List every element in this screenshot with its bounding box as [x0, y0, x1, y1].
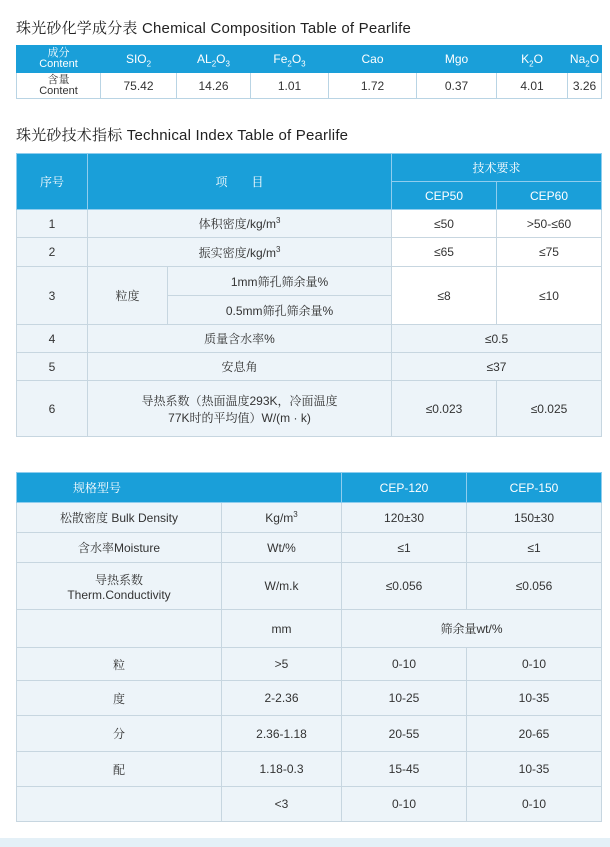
row-sub-0-5mm: 0.5mm筛孔筛余量%: [168, 296, 392, 325]
head-cep150: CEP-150: [467, 473, 602, 503]
spec-table: [16, 472, 602, 822]
sieve-cep120: 20-55: [342, 716, 467, 752]
technical-row-1: [17, 210, 602, 238]
row-cep60: >50-≤60: [497, 210, 602, 238]
head-no: 序号: [17, 154, 88, 210]
footer-band: [0, 838, 610, 847]
chemical-composition-table: [16, 45, 602, 99]
sieve-header-residue: 筛余量wt/%: [342, 610, 602, 648]
spec-cep150: 150±30: [467, 503, 602, 533]
row-no: 2: [17, 238, 88, 267]
spec-cep150: ≤1: [467, 533, 602, 563]
chemical-value-row: [17, 73, 602, 99]
row-no: 4: [17, 325, 88, 353]
sieve-row: [17, 787, 602, 822]
value-sio2: 75.42: [101, 73, 177, 99]
sieve-row: [17, 681, 602, 716]
spec-label: 松散密度 Bulk Density: [17, 503, 222, 533]
technical-table-title: 珠光砂技术指标 Technical Index Table of Pearlife: [16, 127, 349, 144]
row-no: 3: [17, 267, 88, 325]
spec-row-bulk-density: [17, 503, 602, 533]
technical-row-5: [17, 353, 602, 381]
col-k2o: $K_2O$: [497, 46, 568, 73]
content-header-cell: [17, 46, 101, 73]
sieve-label: 度: [17, 681, 222, 716]
row-no: 1: [17, 210, 88, 238]
technical-row-4: [17, 325, 602, 353]
col-al2o3: $AL_2O_3$: [177, 46, 251, 73]
chemical-header-row: [17, 46, 602, 73]
sieve-size: >5: [222, 648, 342, 681]
technical-row-3a: [17, 267, 602, 296]
spec-unit: Wt/%: [222, 533, 342, 563]
spec-cep120: ≤0.056: [342, 563, 467, 610]
sieve-label: 粒: [17, 648, 222, 681]
sieve-cep120: 0-10: [342, 648, 467, 681]
value-mgo: 0.37: [417, 73, 497, 99]
row-item: 安息角: [88, 353, 392, 381]
chemical-table-title: 珠光砂化学成分表 Chemical Composition Table of Pearlife: [16, 20, 412, 37]
content-row-label: 含量 Content: [17, 73, 101, 99]
col-fe2o3: $Fe_2O_3$: [251, 46, 329, 73]
sieve-label: 配: [17, 752, 222, 787]
col-cao: Cao: [329, 46, 417, 73]
content-header-cn: 成分: [47, 47, 70, 59]
row-cep60: ≤10: [497, 267, 602, 325]
row-item: 振实密度$/kg/m^3$: [88, 238, 392, 267]
value-cao: 1.72: [329, 73, 417, 99]
head-model: 规格型号: [17, 473, 342, 503]
row-cep60: ≤0.025: [497, 381, 602, 437]
sieve-size: 2.36-1.18: [222, 716, 342, 752]
head-requirement: 技术要求: [392, 154, 602, 182]
col-sio2: $SIO_2$: [101, 46, 177, 73]
spec-header-row: [17, 473, 602, 503]
sieve-row: [17, 716, 602, 752]
sieve-cep150: 20-65: [467, 716, 602, 752]
spec-row-conductivity: [17, 563, 602, 610]
sieve-cep120: 10-25: [342, 681, 467, 716]
row-no: 6: [17, 381, 88, 437]
spec-row-moisture: [17, 533, 602, 563]
row-cep50: ≤50: [392, 210, 497, 238]
sieve-size: 2-2.36: [222, 681, 342, 716]
sieve-cep150: 0-10: [467, 648, 602, 681]
row-cep-merged: ≤37: [392, 353, 602, 381]
technical-header-row: [17, 154, 602, 182]
row-group-granularity: 粒度: [88, 267, 168, 325]
head-cep50: CEP50: [392, 182, 497, 210]
sieve-row: [17, 752, 602, 787]
sieve-row: [17, 648, 602, 681]
head-cep60: CEP60: [497, 182, 602, 210]
value-fe2o3: 1.01: [251, 73, 329, 99]
sieve-cep150: 0-10: [467, 787, 602, 822]
spec-cep120: ≤1: [342, 533, 467, 563]
technical-row-6: [17, 381, 602, 437]
content-header-en: Content: [39, 58, 78, 70]
head-item: 项 目: [88, 154, 392, 210]
spec-cep150: ≤0.056: [467, 563, 602, 610]
sieve-cep120: 0-10: [342, 787, 467, 822]
technical-index-table: [16, 153, 602, 437]
row-cep-merged: ≤0.5: [392, 325, 602, 353]
row-item: 体积密度$/kg/m^3$: [88, 210, 392, 238]
value-na2o: 3.26: [568, 73, 602, 99]
sieve-header-row: [17, 610, 602, 648]
row-cep60: ≤75: [497, 238, 602, 267]
spec-cep120: 120±30: [342, 503, 467, 533]
row-cep50: ≤0.023: [392, 381, 497, 437]
sieve-cep150: 10-35: [467, 681, 602, 716]
head-cep120: CEP-120: [342, 473, 467, 503]
col-na2o: $Na_2O$: [568, 46, 602, 73]
technical-row-2: [17, 238, 602, 267]
row-sub-1mm: 1mm筛孔筛余量%: [168, 267, 392, 296]
spec-label: 导热系数 Therm.Conductivity: [17, 563, 222, 610]
sieve-size: 1.18-0.3: [222, 752, 342, 787]
row-cep50: ≤8: [392, 267, 497, 325]
sieve-size: <3: [222, 787, 342, 822]
row-no: 5: [17, 353, 88, 381]
spec-label: 含水率Moisture: [17, 533, 222, 563]
col-mgo: Mgo: [417, 46, 497, 73]
row-cep50: ≤65: [392, 238, 497, 267]
spec-unit: $Kg/m^3$: [222, 503, 342, 533]
sieve-cep150: 10-35: [467, 752, 602, 787]
row-item: 导热系数（热面温度293K，冷面温度 77K时的平均值）W/(m · k): [88, 381, 392, 437]
value-al2o3: 14.26: [177, 73, 251, 99]
value-k2o: 4.01: [497, 73, 568, 99]
sieve-label: 分: [17, 716, 222, 752]
sieve-header-blank: [17, 610, 222, 648]
row-item: 质量含水率%: [88, 325, 392, 353]
spec-unit: W/m.k: [222, 563, 342, 610]
sieve-label: [17, 787, 222, 822]
sieve-cep120: 15-45: [342, 752, 467, 787]
sieve-header-unit: mm: [222, 610, 342, 648]
